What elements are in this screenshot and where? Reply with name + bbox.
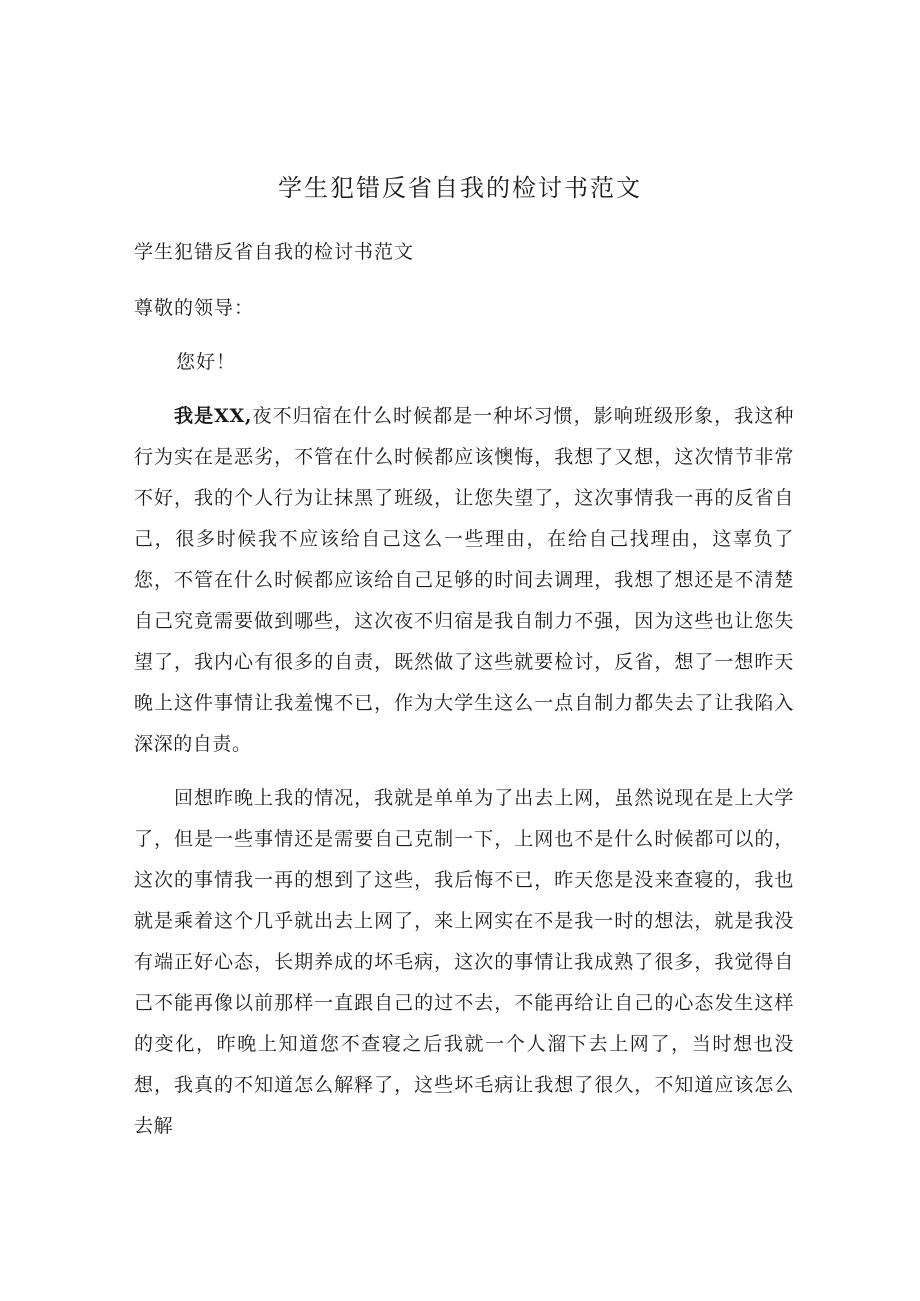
document-subtitle: 学生犯错反省自我的检讨书范文 bbox=[134, 241, 415, 263]
paragraph-text: 回想昨晚上我的情况，我就是单单为了出去上网，虽然说现在是上大学了，但是一些事情还是需要自己克制一下，上网也不是什么时候都可以的，这次的事情我一再的想到了这些，我后悔不已，昨天您是没来查寝的，我也就是乘着这个几乎就出去上网了，来上网实在不是我一时的想法，就是我没有端正好心态，长期养成的坏毛病，这次的事情让我成熟了很多，我觉得自己不能再像以前那样一直跟自己的过不去，不能再给让自己的心态发生这样的变化，昨晚上知道您不查寝之后我就一个人溜下去上网了，当时想也没想，我真的不知道怎么解释了，这些坏毛病让我想了很久，不知道应该怎么去解 bbox=[134, 787, 794, 1137]
page-title: 学生犯错反省自我的检讨书范文 bbox=[278, 174, 642, 202]
paragraph-lead-bold: 我是XX, bbox=[174, 405, 253, 427]
paragraph-text: 夜不归宿在什么时候都是一种坏习惯，影响班级形象，我这种行为实在是恶劣，不管在什么时候都应该懊悔，我想了又想，这次情节非常不好，我的个人行为让抹黑了班级，让您失望了，这次事情我一再的反省自己，很多时候我不应该给自己这么一些理由，在给自己找理由，这辜负了您，不管在什么时候都应该给自己足够的时间去调理，我想了想还是不清楚自己究竟需要做到哪些，这次夜不归宿是我自制力不强，因为这些也让您失望了，我内心有很多的自责，既然做了这些就要检讨，反省，想了一想昨天晚上这件事情让我羞愧不已，作为大学生这么一点自制力都失去了让我陷入深深的自责。 bbox=[134, 405, 794, 755]
body-paragraph-1 bbox=[134, 396, 794, 765]
salutation: 尊敬的领导： bbox=[134, 297, 255, 319]
body-paragraph-2 bbox=[134, 778, 794, 1147]
greeting: 您好！ bbox=[176, 351, 237, 373]
